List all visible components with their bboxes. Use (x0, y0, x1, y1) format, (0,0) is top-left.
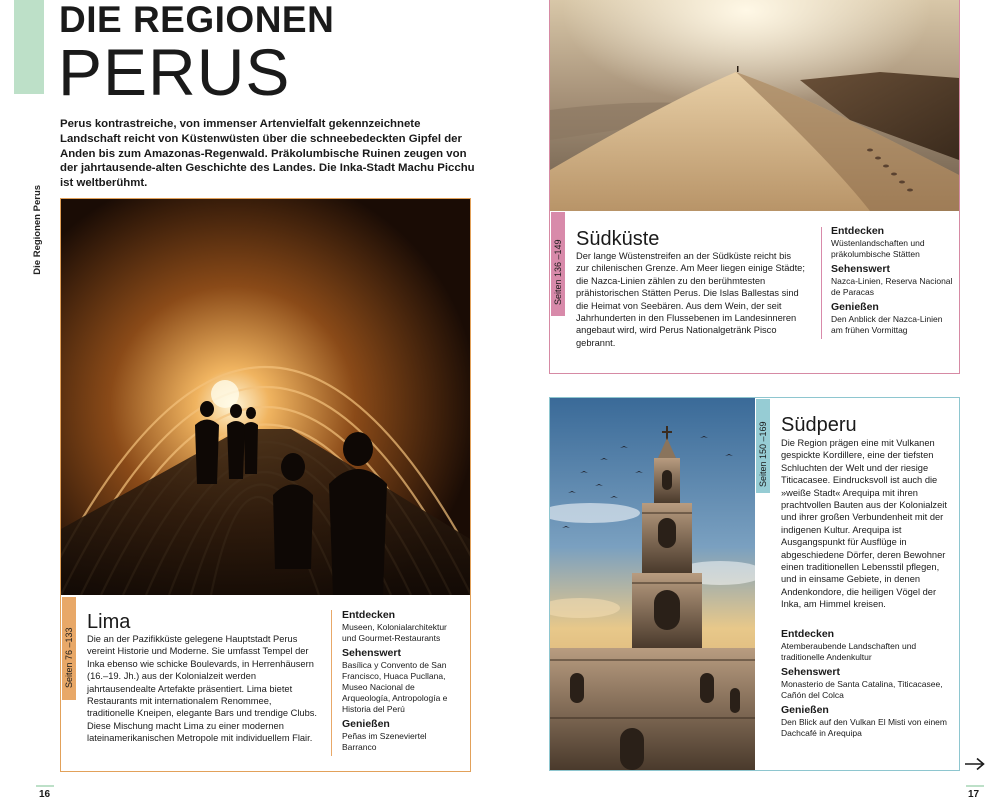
suedperu-page-tab (756, 399, 770, 493)
running-header-title: Die Regionen Perus (32, 184, 43, 275)
suedkueste-column-divider (821, 227, 822, 339)
intro-paragraph: Perus kontrastreiche, von immenser Artenvielfalt gekennzeichnete Landschaft reicht von Küstenwüsten über die schneebedeckten Gipfel der Anden bis zum Amazonas-Regenwald. Präkolumbische Ruinen zeugen von der jahrtausende-alten Geschichte des Landes. Die Inka-Stadt Machu Picchu ist weltberühmt. (60, 118, 475, 190)
suedkueste-sehenswert-text: Nazca-Linien, Reserva Nacional de Paracas (831, 276, 953, 297)
suedkueste-geniessen-label: Genießen (831, 301, 879, 313)
suedkueste-sehenswert-label: Sehenswert (831, 263, 890, 275)
suedkueste-page-range: Seiten 136 –149 (553, 239, 563, 305)
suedperu-sehenswert-text: Monasterio de Santa Catalina, Titicacasee, Cañón del Colca (781, 679, 943, 700)
page-title-line1: DIE REGIONEN (59, 0, 335, 40)
page-accent-bar (14, 0, 44, 94)
lima-entdecken-text: Museen, Kolonialarchitektur und Gourmet-Restaurants (342, 622, 447, 643)
suedperu-heading: Südperu (781, 414, 857, 436)
arrow-right-icon[interactable] (964, 756, 986, 774)
suedperu-entdecken-text: Atemberaubende Landschaften und traditionelle Andenkultur (781, 641, 917, 662)
suedperu-facts (781, 628, 949, 739)
lima-sehenswert-text: Basílica y Convento de San Francisco, Huaca Pucllana, Museo Nacional de Arqueología, Antropología e Historia del Perú (342, 660, 448, 714)
suedkueste-entdecken-label: Entdecken (831, 225, 885, 237)
lima-facts (342, 609, 460, 753)
suedperu-entdecken-label: Entdecken (781, 628, 835, 640)
right-page-number-line (966, 785, 984, 787)
suedperu-description: Die Region prägen eine mit Vulkanen gespickte Kordillere, eine der tiefsten Schluchten der Welt und der riesige Titicacasee. Eindrucksvoll ist auch die »weiße Stadt« Arequipa mit ihren prachtvollen Bauten aus der Kolonialzeit und ihrer großen Verbundenheit mit der indigenen Kultur. Arequipa ist Ausgangspunkt für Ausflüge in abgeschiedene Dörfer, deren Bewohner einen traditionellen Lebensstil pflegen, und in einsame Gebiete, in denen Andenkondore, die heiligen Vögel der Inka, am Himmel kreisen. (781, 438, 947, 610)
suedkueste-description: Der lange Wüstenstreifen an der Südküste reicht bis zur chilenischen Grenze. Am Meer liegen einige Städte; die Nazca-Linien zählen zu den berühmtesten prähistorischen Stätten Perus. Die Islas Ballestas sind die Heimat von Seebären. Aus dem Wein, der seit Jahrhunderten in den Flussebenen im Landesinneren angebaut wird, wird Perus Nationalgetränk Pisco gebrannt. (576, 251, 805, 348)
lima-sehenswert-label: Sehenswert (342, 647, 401, 659)
lima-entdecken-label: Entdecken (342, 609, 396, 621)
suedkueste-facts (831, 225, 953, 336)
suedperu-photo (550, 398, 755, 770)
suedkueste-page-tab (551, 212, 565, 316)
suedperu-page-range: Seiten 150 –169 (758, 421, 768, 487)
left-page-number: 16 (39, 789, 51, 800)
suedperu-geniessen-label: Genießen (781, 704, 829, 716)
right-page-number: 17 (968, 789, 980, 800)
lima-heading: Lima (87, 611, 131, 633)
lima-page-range: Seiten 76 –133 (64, 627, 74, 688)
lima-geniessen-label: Genießen (342, 718, 390, 730)
lima-column-divider (331, 610, 332, 756)
suedkueste-photo (550, 0, 959, 211)
suedkueste-geniessen-text: Den Anblick der Nazca-Linien am frühen Vormittag (831, 314, 943, 335)
lima-page-tab (62, 597, 76, 700)
suedkueste-entdecken-text: Wüstenlandschaften und präkolumbische Stätten (831, 238, 925, 259)
running-header-vertical (31, 100, 45, 280)
page-title-line2: PERUS (58, 35, 291, 109)
lima-description: Die an der Pazifikküste gelegene Hauptstadt Perus vereint Historie und Moderne. Sie umfasst Tempel der Inka ebenso wie schicke Boulevards, in Herrenhäusern (16.–19. Jh.) aus der Kolonialzeit werden jahrtausendealte Artefakte präsentiert. Lima bietet Restaurants mit internationalem Renommee, traditionelle Kneipen, elegante Bars und trendige Clubs. Diese Mischung macht Lima zu einer modernen lateinamerikanischen Metropole mit individuellem Flair. (87, 634, 317, 744)
lima-photo (61, 199, 470, 595)
suedperu-sehenswert-label: Sehenswert (781, 666, 840, 678)
left-page-number-line (36, 785, 54, 787)
suedkueste-heading: Südküste (576, 228, 660, 250)
suedperu-geniessen-text: Den Blick auf den Vulkan El Misti von einem Dachcafé in Arequipa (781, 717, 947, 738)
lima-geniessen-text: Peñas im Szeneviertel Barranco (342, 731, 427, 752)
